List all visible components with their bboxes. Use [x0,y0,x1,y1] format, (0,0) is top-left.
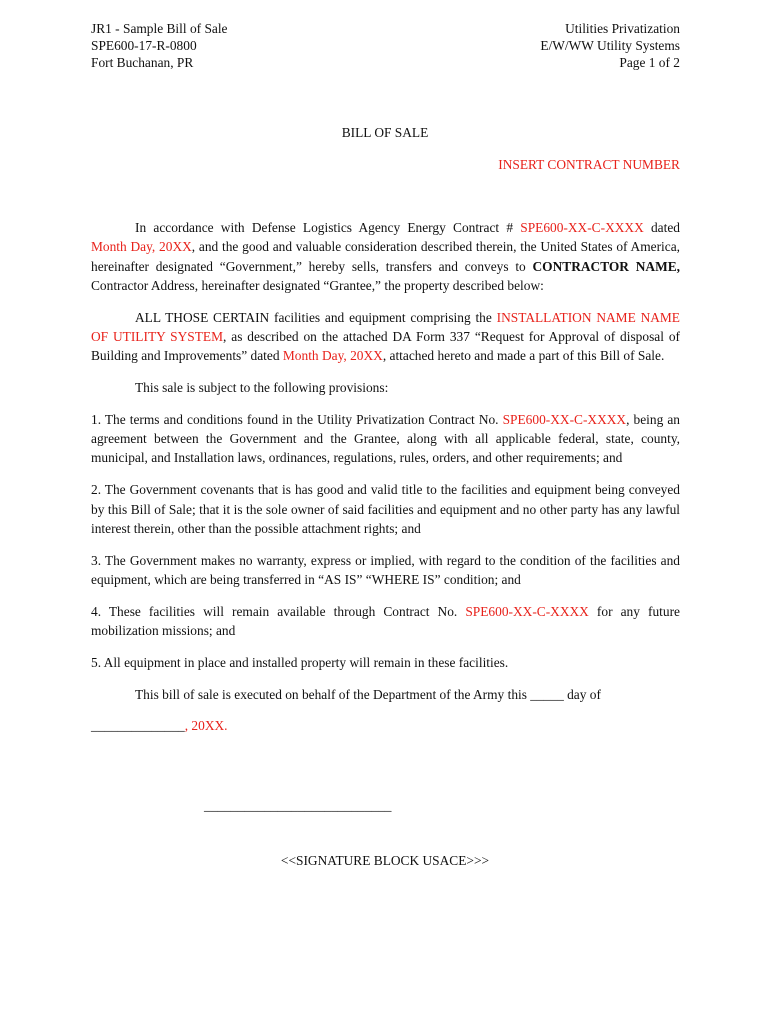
paragraph-provisions-intro: This sale is subject to the following provisions: [135,380,389,396]
insert-contract-number: INSERT CONTRACT NUMBER [498,157,680,172]
paragraph-facilities: ALL THOSE CERTAIN facilities and equipment comprising the INSTALLATION NAME NAME OF UTILITY SYSTEM, as described on the attached DA Form 337 “Request for Approval of disposal of Building and Improvements” dated Month Day, 20XX, attached hereto and made a part of this Bill of Sale. [91,309,680,364]
provision-2: 2. The Government covenants that is has good and valid title to the facilities and equipment being conveyed by this Bill of Sale; that it is the sole owner of said facilities and equipment and no other party has any lawful interest therein, other than the possible attachment rights; and [91,482,680,536]
paragraph-execution: This bill of sale is executed on behalf of the Department of the Army this _____ day of [135,686,601,702]
date-placeholder: Month Day, 20XX [91,239,192,255]
date-blank: ______________ [91,718,185,734]
paragraph-contract-reference: In accordance with Defense Logistics Agency Energy Contract # SPE600-XX-C-XXXX dated Month Day, 20XX, and the good and valuable consideration described therein, the United States of America, hereinafter designated “Government,” hereby sells, transfers and conveys to CONTRACTOR NAME, Contractor Address, hereinafter designated “Grantee,” the property described below: [91,220,680,293]
execution-date-line [91,716,680,735]
signature-line: ____________________________ [204,798,392,813]
document-body [91,218,680,748]
header-location: Fort Buchanan, PR [91,55,194,70]
contract-number-placeholder: SPE600-XX-C-XXXX [502,411,627,427]
header-solicitation-number: SPE600-17-R-0800 [91,38,197,53]
provision-3: 3. The Government makes no warranty, express or implied, with regard to the condition of the facilities and equipment, which are being transferred in “AS IS” “WHERE IS” condition; and [91,552,680,587]
date-placeholder: Month Day, 20XX [282,348,383,364]
header-doc-name: JR1 - Sample Bill of Sale [91,21,228,36]
contractor-name: CONTRACTOR NAME, [532,258,680,274]
provision-5: 5. All equipment in place and installed property will remain in these facilities. [91,654,509,670]
provision-1: 1. The terms and conditions found in the Utility Privatization Contract No. SPE600-XX-C-XXXX, being an agreement between the Government and the Grantee, along with all applicable federal, state, county, municipal, and Installation laws, ordinances, regulations, rules, orders, and other requirements; and [91,411,680,466]
document-title: BILL OF SALE [341,125,429,140]
provision-4: 4. These facilities will remain available through Contract No. SPE600-XX-C-XXXX for any future mobilization missions; and [91,603,680,639]
installation-name-placeholder: INSTALLATION NAME NAME OF UTILITY SYSTEM [91,309,680,344]
signature-block: <<SIGNATURE BLOCK USACE>>> [280,853,490,868]
header-page-number: Page 1 of 2 [619,55,680,70]
header-right [540,20,680,71]
contract-number-placeholder: SPE600-XX-C-XXXX [465,603,589,619]
header-left [91,20,228,71]
header-program: Utilities Privatization [565,21,680,36]
year-placeholder: , 20XX. [184,718,228,734]
header-systems: E/W/WW Utility Systems [540,38,680,53]
contract-number-placeholder: SPE600-XX-C-XXXX [520,220,644,235]
